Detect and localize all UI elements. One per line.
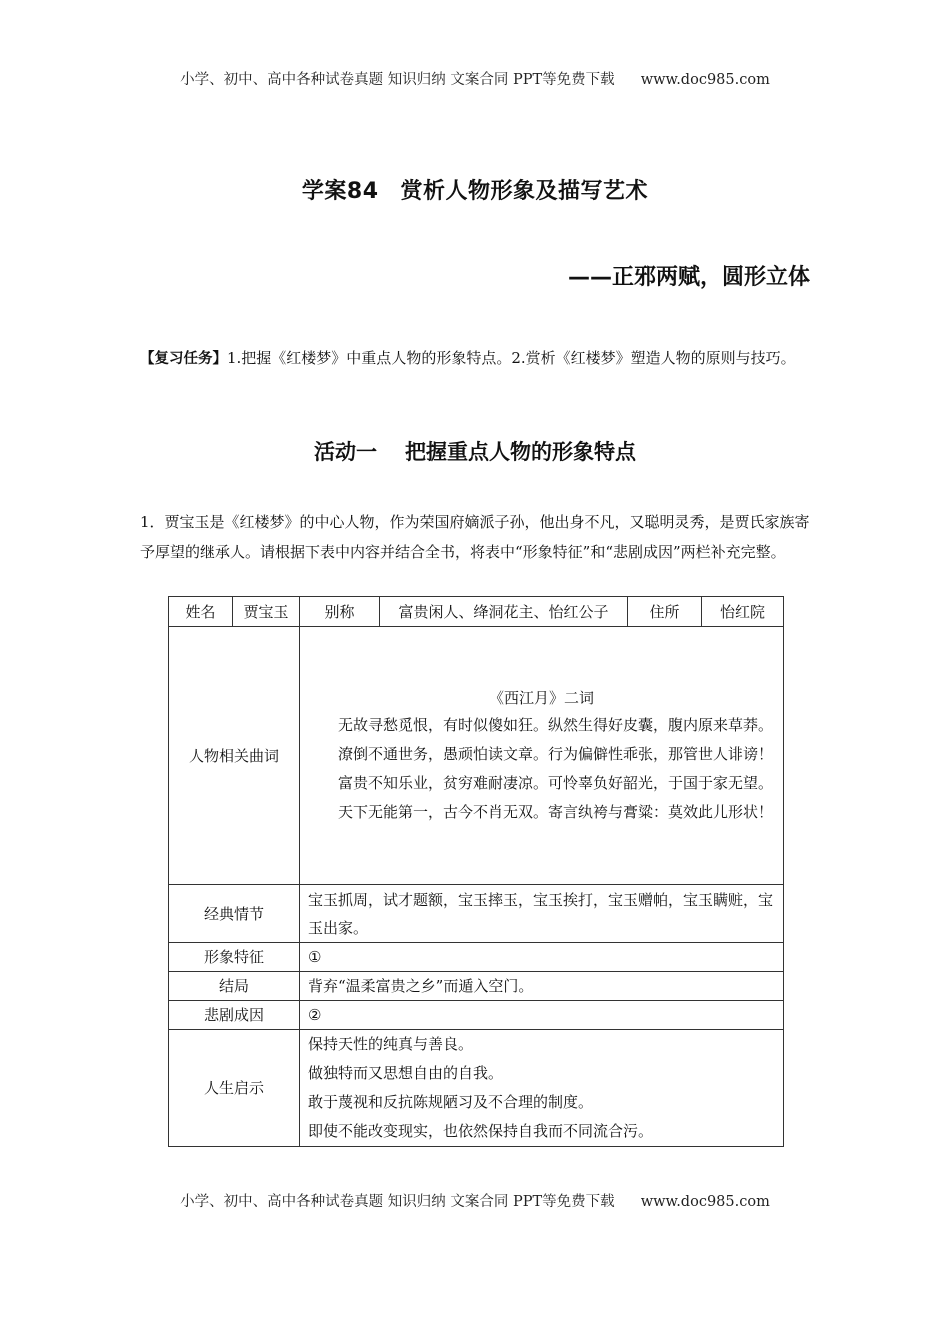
review-task <box>140 344 812 374</box>
title-number: 学案84 <box>301 179 379 204</box>
footer-url[interactable]: www.doc985.com <box>640 1194 770 1210</box>
review-task-label: 【复习任务】 <box>140 351 227 367</box>
poem-line: 潦倒不通世务，愚顽怕读文章。行为偏僻性乖张，那管世人诽谤！ <box>338 744 774 763</box>
insight-label: 人生启示 <box>169 1030 300 1147</box>
alias-value: 富贵闲人、绛洞花主、怡红公子 <box>380 597 628 627</box>
character-table <box>168 596 784 1147</box>
tragedy-value: ② <box>300 1001 784 1030</box>
header-url[interactable]: www.doc985.com <box>640 72 770 88</box>
title-text: 赏析人物形象及描写艺术 <box>400 179 649 204</box>
poems-label: 人物相关曲词 <box>169 627 300 885</box>
footer-text: 小学、初中、高中各种试卷真题 知识归纳 文案合同 PPT等免费下载 <box>180 1194 615 1210</box>
page-header <box>0 68 950 89</box>
tragedy-label: 悲剧成因 <box>169 1001 300 1030</box>
traits-value: ① <box>300 943 784 972</box>
insight-line: 敢于蔑视和反抗陈规陋习及不合理的制度。 <box>308 1093 594 1111</box>
name-label: 姓名 <box>169 597 233 627</box>
insight-line: 保持天性的纯真与善良。 <box>308 1035 474 1053</box>
poem-title: 《西江月》二词 <box>488 688 594 707</box>
activity-text: 把握重点人物的形象特点 <box>405 440 636 464</box>
ending-label: 结局 <box>169 972 300 1001</box>
activity-heading <box>0 436 950 466</box>
table-row <box>169 1030 784 1147</box>
traits-label: 形象特征 <box>169 943 300 972</box>
activity-name: 活动一 <box>314 440 377 464</box>
table-row <box>169 597 784 627</box>
ending-value: 背弃“温柔富贵之乡”而遁入空门。 <box>300 972 784 1001</box>
plot-label: 经典情节 <box>169 885 300 943</box>
question-1: 1．贾宝玉是《红楼梦》的中心人物，作为荣国府嫡派子孙，他出身不凡，又聪明灵秀，是贾氏家族寄予厚望的继承人。请根据下表中内容并结合全书，将表中“形象特征”和“悲剧成因”两栏补充完整。 <box>140 513 810 561</box>
alias-label: 别称 <box>300 597 380 627</box>
poem-line: 无故寻愁觅恨，有时似傻如狂。纵然生得好皮囊，腹内原来草莽。 <box>338 715 774 734</box>
header-text: 小学、初中、高中各种试卷真题 知识归纳 文案合同 PPT等免费下载 <box>180 72 615 88</box>
poem-line: 富贵不知乐业，贫穷难耐凄凉。可怜辜负好韶光，于国于家无望。 <box>338 773 774 792</box>
review-task-text: 1.把握《红楼梦》中重点人物的形象特点。2.赏析《红楼梦》塑造人物的原则与技巧。 <box>227 349 796 367</box>
table-row <box>169 943 784 972</box>
name-value: 贾宝玉 <box>233 597 300 627</box>
residence-value: 怡红院 <box>702 597 784 627</box>
insight-line: 即使不能改变现实，也依然保持自我而不同流合污。 <box>308 1122 654 1140</box>
table-row <box>169 627 784 885</box>
table-row <box>169 1001 784 1030</box>
insight-cell <box>300 1030 784 1147</box>
poems-cell <box>300 627 784 885</box>
page-footer <box>0 1190 950 1211</box>
residence-label: 住所 <box>628 597 702 627</box>
poem-line: 天下无能第一，古今不肖无双。寄言纨袴与膏粱：莫效此儿形状！ <box>338 802 774 821</box>
plot-value: 宝玉抓周，试才题额，宝玉摔玉，宝玉挨打，宝玉赠帕，宝玉瞒赃，宝玉出家。 <box>300 885 784 943</box>
table-row <box>169 885 784 943</box>
page-title <box>0 174 950 205</box>
page-subtitle: ——正邪两赋，圆形立体 <box>567 265 810 290</box>
table-row <box>169 972 784 1001</box>
insight-line: 做独特而又思想自由的自我。 <box>308 1064 504 1082</box>
